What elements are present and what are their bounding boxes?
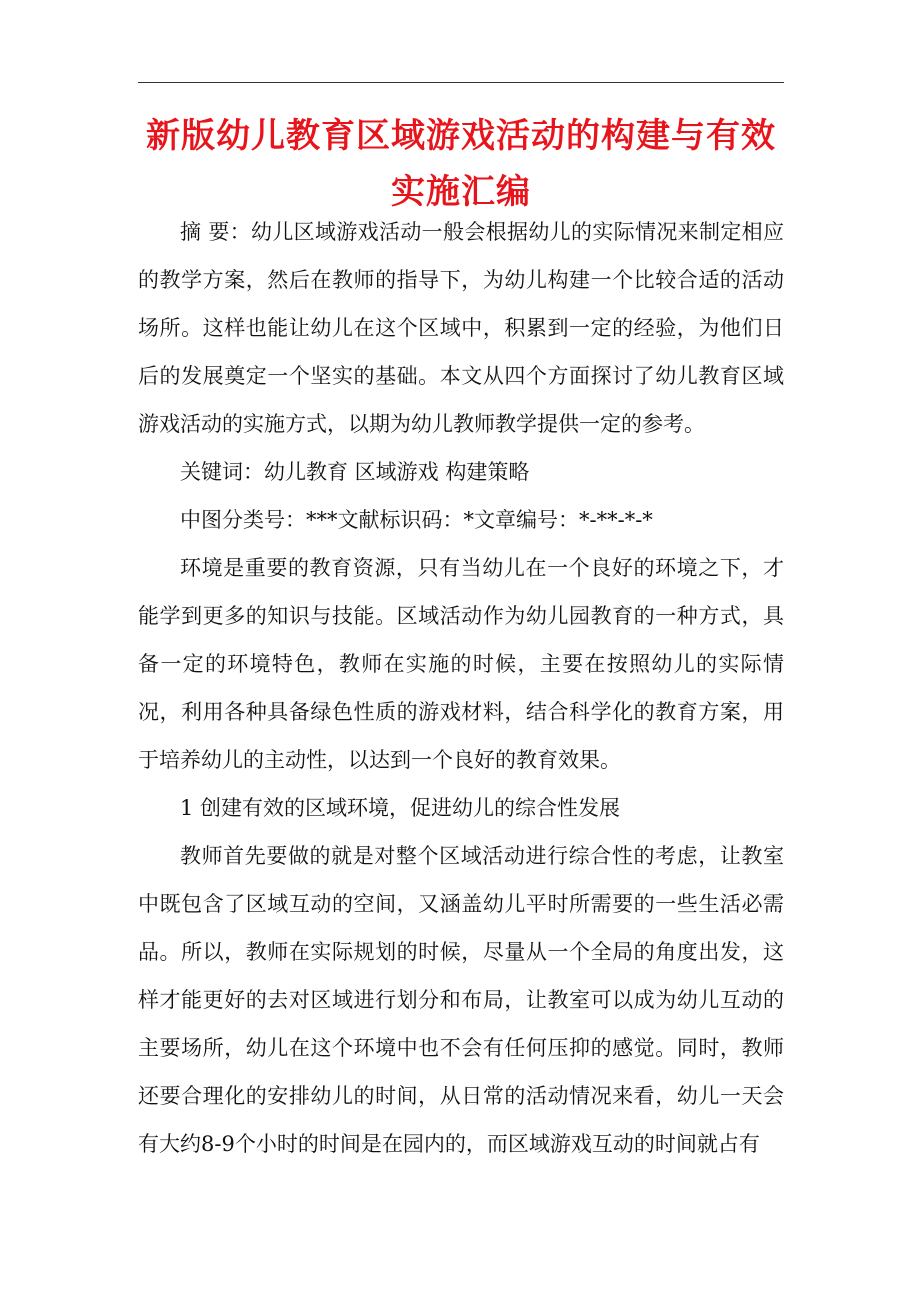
document-body bbox=[138, 208, 784, 1168]
section-1-heading: 1 创建有效的区域环境，促进幼儿的综合性发展 bbox=[180, 796, 621, 820]
document-title bbox=[138, 108, 784, 220]
title-line-1: 新版幼儿教育区域游戏活动的构建与有效 bbox=[146, 116, 776, 156]
abstract-paragraph: 摘 要：幼儿区域游戏活动一般会根据幼儿的实际情况来制定相应的教学方案，然后在教师的指导下，为幼儿构建一个比较合适的活动场所。这样也能让幼儿在这个区域中，积累到一定的经验，为他们日后的发展奠定一个坚实的基础。本文从四个方面探讨了幼儿教育区域游戏活动的实施方式，以期为幼儿教师教学提供一定的参考。 bbox=[138, 220, 784, 436]
classification-line: 中图分类号：***文献标识码：*文章编号：*-**-*-* bbox=[180, 508, 653, 532]
section-1-paragraph: 教师首先要做的就是对整个区域活动进行综合性的考虑，让教室中既包含了区域互动的空间，又涵盖幼儿平时所需要的一些生活必需品。所以，教师在实际规划的时候，尽量从一个全局的角度出发，这样才能更好的去对区域进行划分和布局，让教室可以成为幼儿互动的主要场所，幼儿在这个环境中也不会有任何压抑的感觉。同时，教师还要合理化的安排幼儿的时间，从日常的活动情况来看，幼儿一天会有大约8-9个小时的时间是在园内的，而区域游戏互动的时间就占有 bbox=[138, 844, 784, 1156]
title-line-2: 实施汇编 bbox=[391, 172, 531, 212]
intro-paragraph: 环境是重要的教育资源，只有当幼儿在一个良好的环境之下，才能学到更多的知识与技能。区域活动作为幼儿园教育的一种方式，具备一定的环境特色，教师在实施的时候，主要在按照幼儿的实际情况，利用各种具备绿色性质的游戏材料，结合科学化的教育方案，用于培养幼儿的主动性，以达到一个良好的教育效果。 bbox=[138, 556, 784, 772]
header-rule bbox=[138, 82, 784, 83]
keywords-line: 关键词：幼儿教育 区域游戏 构建策略 bbox=[180, 460, 530, 484]
